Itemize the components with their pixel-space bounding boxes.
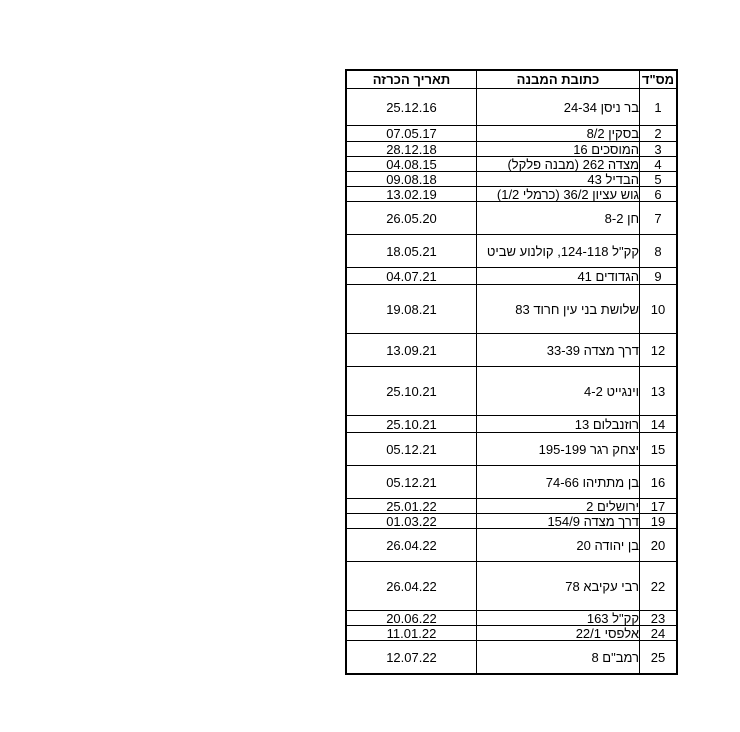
row-num: 14	[640, 416, 678, 433]
row-num: 7	[640, 202, 678, 235]
table-row	[346, 499, 677, 514]
row-num: 3	[640, 142, 678, 157]
row-date: 26.05.20	[346, 202, 477, 235]
row-address: אלפסי 22/1	[477, 626, 640, 641]
row-date: 04.08.15	[346, 157, 477, 172]
table-row	[346, 268, 677, 285]
table-row	[346, 285, 677, 334]
row-address: בן יהודה 20	[477, 529, 640, 562]
table-row	[346, 433, 677, 466]
row-num: 1	[640, 89, 678, 126]
header-address: כתובת המבנה	[477, 70, 640, 89]
table-row	[346, 562, 677, 611]
row-date: 25.01.22	[346, 499, 477, 514]
row-num: 4	[640, 157, 678, 172]
table-row	[346, 142, 677, 157]
row-address: ירושלים 2	[477, 499, 640, 514]
row-date: 13.02.19	[346, 187, 477, 202]
row-num: 5	[640, 172, 678, 187]
row-address: רוזנבלום 13	[477, 416, 640, 433]
row-address: חן 8-2	[477, 202, 640, 235]
row-date: 28.12.18	[346, 142, 477, 157]
buildings-table	[345, 69, 678, 675]
row-date: 11.01.22	[346, 626, 477, 641]
table-row	[346, 89, 677, 126]
row-date: 04.07.21	[346, 268, 477, 285]
row-date: 26.04.22	[346, 529, 477, 562]
row-address: דרך מצדה 154/9	[477, 514, 640, 529]
row-date: 01.03.22	[346, 514, 477, 529]
row-num: 13	[640, 367, 678, 416]
table-row	[346, 187, 677, 202]
row-date: 07.05.17	[346, 126, 477, 142]
table-row	[346, 626, 677, 641]
table-body	[346, 89, 677, 675]
row-num: 17	[640, 499, 678, 514]
row-address: בן מתתיהו 74-66	[477, 466, 640, 499]
row-num: 25	[640, 641, 678, 675]
row-address: שלושת בני עין חרוד 83	[477, 285, 640, 334]
table-row	[346, 126, 677, 142]
row-address: גוש עציון 36/2 (כרמלי 1/2)	[477, 187, 640, 202]
row-num: 24	[640, 626, 678, 641]
row-date: 05.12.21	[346, 433, 477, 466]
row-num: 16	[640, 466, 678, 499]
row-date: 13.09.21	[346, 334, 477, 367]
table-row	[346, 416, 677, 433]
row-address: דרך מצדה 33-39	[477, 334, 640, 367]
row-address: המוסכים 16	[477, 142, 640, 157]
row-date: 20.06.22	[346, 611, 477, 626]
row-date: 18.05.21	[346, 235, 477, 268]
table-row	[346, 235, 677, 268]
row-num: 8	[640, 235, 678, 268]
row-date: 25.12.16	[346, 89, 477, 126]
row-num: 20	[640, 529, 678, 562]
table-row	[346, 334, 677, 367]
row-num: 19	[640, 514, 678, 529]
row-date: 26.04.22	[346, 562, 477, 611]
table-row	[346, 466, 677, 499]
table-row	[346, 172, 677, 187]
row-address: רמב"ם 8	[477, 641, 640, 675]
row-num: 22	[640, 562, 678, 611]
row-num: 2	[640, 126, 678, 142]
row-num: 12	[640, 334, 678, 367]
table-row	[346, 367, 677, 416]
row-date: 12.07.22	[346, 641, 477, 675]
row-address: הבדיל 43	[477, 172, 640, 187]
row-num: 15	[640, 433, 678, 466]
table-row	[346, 529, 677, 562]
header-num: מס"ד	[640, 70, 678, 89]
row-address: קק"ל 124-118, קולנוע שביט	[477, 235, 640, 268]
table-row	[346, 641, 677, 675]
header-date: תאריך הכרזה	[346, 70, 477, 89]
row-date: 09.08.18	[346, 172, 477, 187]
row-date: 25.10.21	[346, 367, 477, 416]
table-row	[346, 202, 677, 235]
row-num: 6	[640, 187, 678, 202]
row-address: בר ניסן 24-34	[477, 89, 640, 126]
row-address: קק"ל 163	[477, 611, 640, 626]
row-address: בסקין 8/2	[477, 126, 640, 142]
row-date: 19.08.21	[346, 285, 477, 334]
row-address: מצדה 262 (מבנה פלקל)	[477, 157, 640, 172]
row-address: יצחק רגר 195-199	[477, 433, 640, 466]
row-num: 23	[640, 611, 678, 626]
row-date: 05.12.21	[346, 466, 477, 499]
row-address: הגדודים 41	[477, 268, 640, 285]
table-row	[346, 157, 677, 172]
table-header-row	[346, 70, 677, 89]
row-num: 10	[640, 285, 678, 334]
row-date: 25.10.21	[346, 416, 477, 433]
row-address: רבי עקיבא 78	[477, 562, 640, 611]
table-row	[346, 514, 677, 529]
table-row	[346, 611, 677, 626]
row-num: 9	[640, 268, 678, 285]
row-address: וינגייט 4-2	[477, 367, 640, 416]
